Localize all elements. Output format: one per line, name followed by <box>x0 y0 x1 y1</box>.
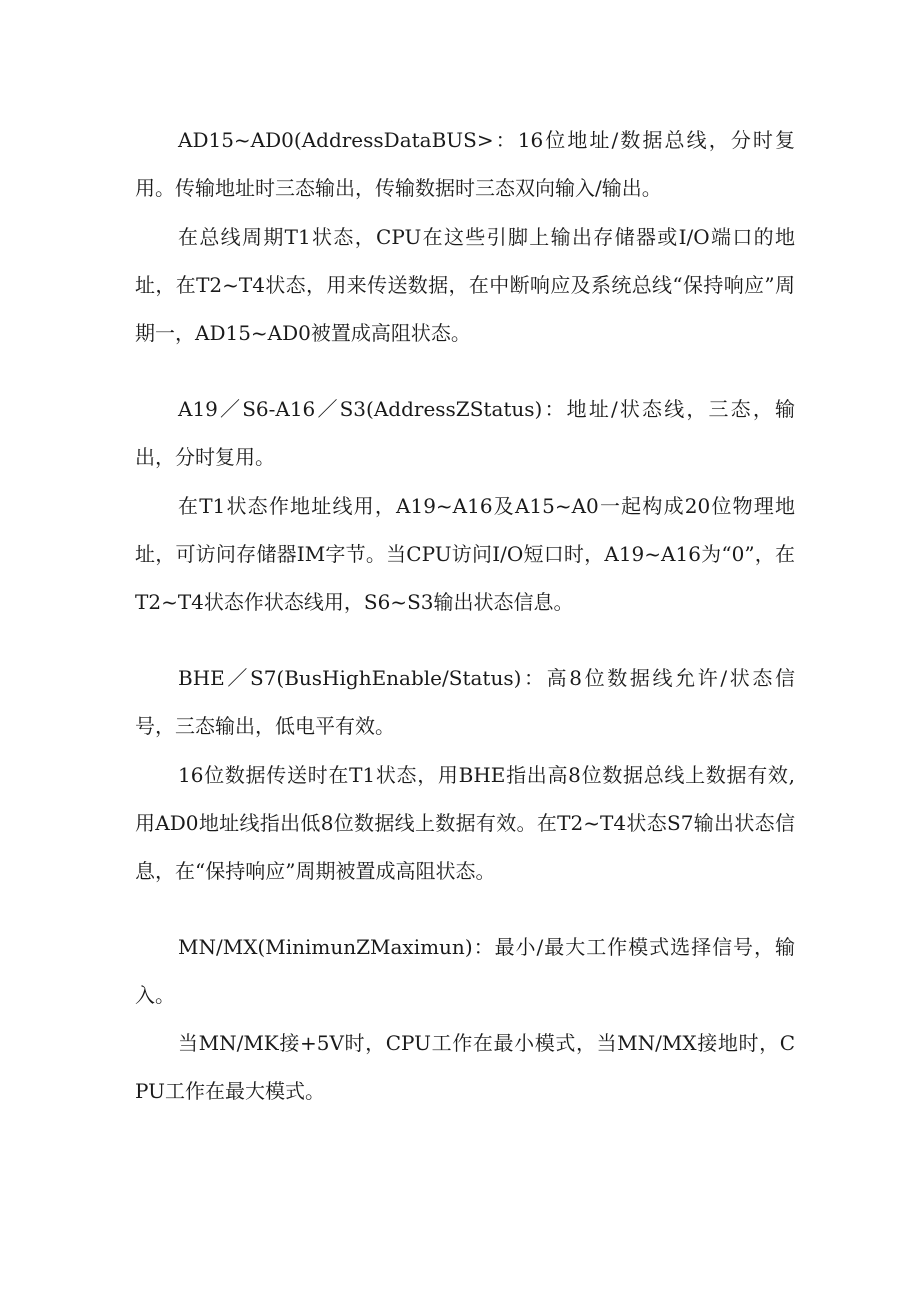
paragraph-a19-s6-timing: 在T1状态作地址线用，A19~A16及A15~A0一起构成20位物理地址，可访问存储器IM字节。当CPU访问I/O短口时，A19~A16为“0”，在T2~T4状态作状态线用，S6~S3输出状态信息。 <box>135 494 795 614</box>
paragraph-ad15-ad0-definition: AD15~AD0(AddressDataBUS>：16位地址/数据总线，分时复用。传输地址时三态输出，传输数据时三态双向输入/输出。 <box>135 128 795 200</box>
paragraph-bhe-s7-definition: BHE／S7(BusHighEnable/Status)：高8位数据线允许/状态信号，三态输出，低电平有效。 <box>135 666 795 738</box>
paragraph-mn-mx-mode: 当MN/MK接+5V时，CPU工作在最小模式，当MN/MX接地时，CPU工作在最大模式。 <box>135 1031 795 1103</box>
paragraph-ad15-ad0-timing: 在总线周期T1状态，CPU在这些引脚上输出存储器或I/O端口的地址，在T2~T4状态，用来传送数据，在中断响应及系统总线“保持响应”周期一，AD15~AD0被置成高阻状态。 <box>135 225 795 345</box>
paragraph-bhe-s7-timing: 16位数据传送时在T1状态，用BHE指出高8位数据总线上数据有效,用AD0地址线指出低8位数据线上数据有效。在T2~T4状态S7输出状态信息，在“保持响应”周期被置成高阻状态。 <box>135 763 795 883</box>
paragraph-a19-s6-definition: A19／S6-A16／S3(AddressZStatus)：地址/状态线，三态，输出，分时复用。 <box>135 397 795 469</box>
paragraph-mn-mx-definition: MN/MX(MinimunZMaximun)：最小/最大工作模式选择信号，输入。 <box>135 935 795 1007</box>
